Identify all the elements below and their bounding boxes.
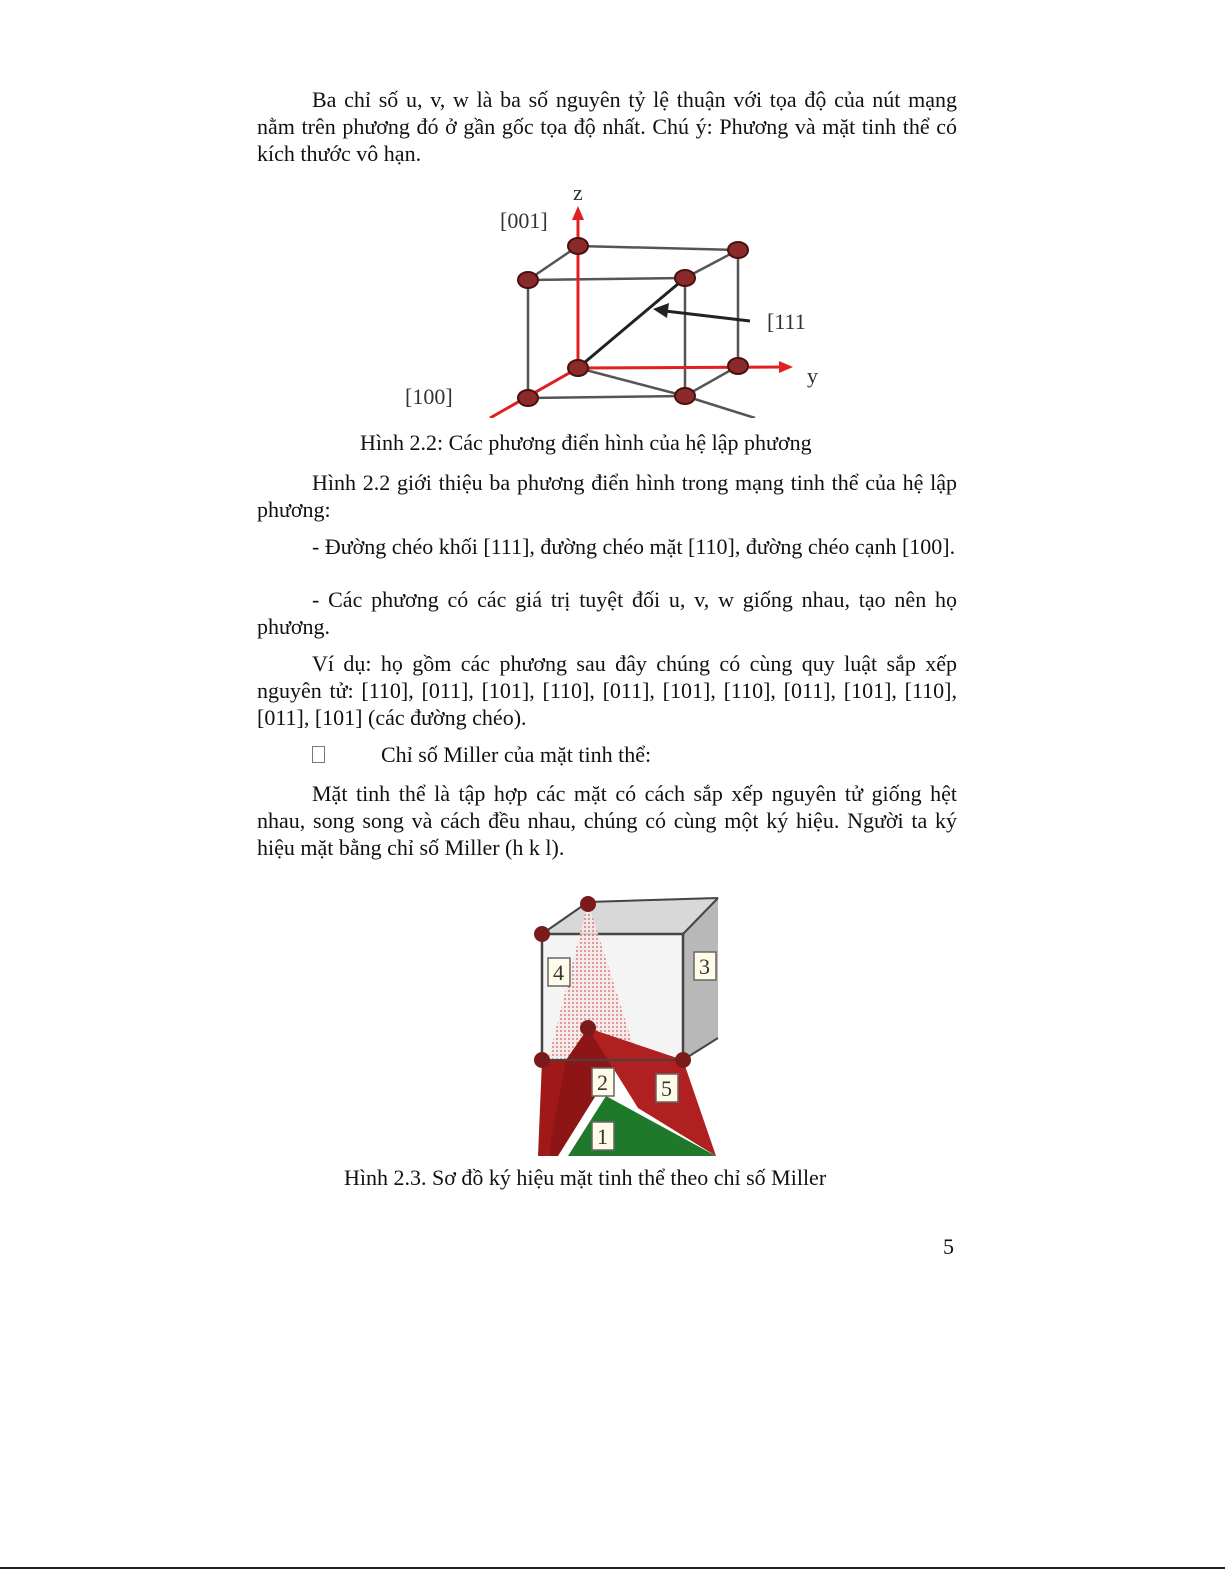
direction-100-label: [100] <box>405 384 453 409</box>
paragraph-example: Ví dụ: họ gồm các phương sau đây chúng có cùng quy luật sắp xếp nguyên tử: [110], [011], [101], [110], [011], [101], [110], [011], [101], [110], [011], [101] (các đường chéo). <box>257 651 957 730</box>
plane-5-label: 5 <box>661 1076 672 1101</box>
direction-001-label: [001] <box>500 208 548 233</box>
figure-2-2-caption: Hình 2.2: Các phương điển hình của hệ lập phương <box>360 430 812 455</box>
figure-2-3-miller-planes <box>528 878 720 1156</box>
bullet-miller-heading <box>312 741 651 768</box>
arrowhead <box>653 303 669 318</box>
body-diagonal-111 <box>578 278 685 368</box>
plane-3-label: 3 <box>699 954 710 979</box>
plane-2-label: 2 <box>597 1070 608 1095</box>
page-number: 5 <box>943 1234 954 1259</box>
cube-edges <box>528 246 755 418</box>
z-arrowhead <box>572 206 584 220</box>
plane-1-label: 1 <box>597 1124 608 1149</box>
y-arrowhead <box>779 361 793 373</box>
figure-2-3-caption: Hình 2.3. Sơ đồ ký hiệu mặt tinh thể theo chỉ số Miller <box>344 1165 827 1190</box>
bullet-symbol-icon <box>312 746 325 763</box>
paragraph-direction-indices: Ba chỉ số u, v, w là ba số nguyên tỷ lệ thuận với tọa độ của nút mạng nằm trên phương đó ở gần gốc tọa độ nhất. Chú ý: Phương và mặt tinh thể có kích thước vô hạn. <box>257 87 957 166</box>
bottom-divider <box>0 1567 1225 1569</box>
z-axis-label: z <box>573 180 583 205</box>
figure-2-2-cubic-directions <box>395 178 820 418</box>
direction-111-label: [111 <box>767 309 806 334</box>
paragraph-crystal-planes: Mặt tinh thể là tập hợp các mặt có cách sắp xếp nguyên tử giống hệt nhau, song song và cách đều nhau, chúng có cùng một ký hiệu. Người ta ký hiệu mặt bằng chỉ số Miller (h k l). <box>257 781 957 860</box>
bullet-text: Chỉ số Miller của mặt tinh thể: <box>381 742 652 767</box>
y-axis-label: y <box>807 363 818 388</box>
paragraph-diagonals: - Đường chéo khối [111], đường chéo mặt [110], đường chéo cạnh [100]. <box>312 534 956 559</box>
paragraph-figure-intro: Hình 2.2 giới thiệu ba phương điển hình trong mạng tinh thể của hệ lập phương: <box>257 470 957 522</box>
plane-4-label: 4 <box>553 960 564 985</box>
paragraph-direction-family: - Các phương có các giá trị tuyệt đối u, v, w giống nhau, tạo nên họ phương. <box>257 587 957 639</box>
